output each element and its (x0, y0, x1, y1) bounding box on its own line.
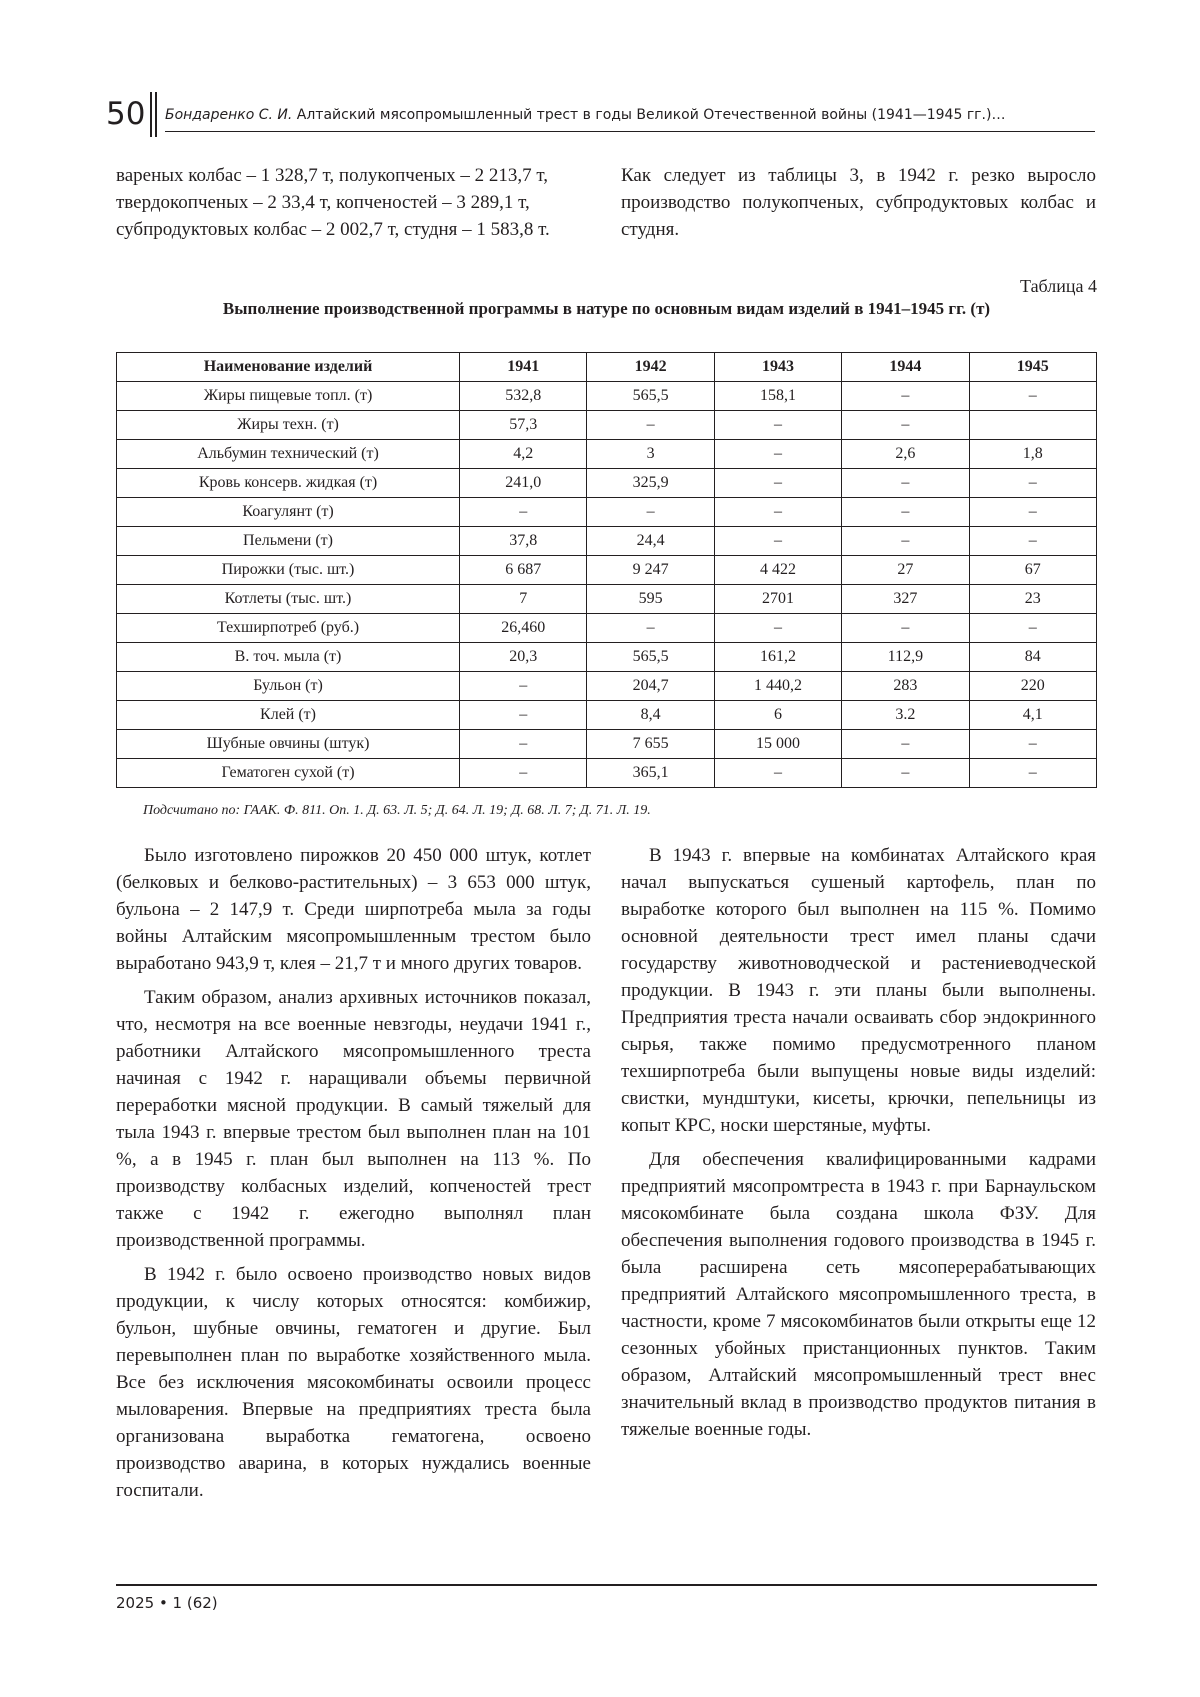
production-table (116, 352, 1097, 788)
value-cell-1943: – (714, 411, 841, 440)
table-row (117, 411, 1097, 440)
value-cell-1945: – (969, 382, 1096, 411)
value-cell-1941: 532,8 (460, 382, 587, 411)
table-header-row (117, 353, 1097, 382)
column-header-1942: 1942 (587, 353, 714, 382)
paragraph: Таким образом, анализ архивных источников показал, что, несмотря на все военные невзгоды, неудачи 1941 г., работники Алтайского мясопромышленного треста начиная с 1942 г. наращивали объемы первичной переработки мясной продукции. В самый тяжелый для тыла 1943 г. впервые трестом был выполнен план на 101 %, а в 1945 г. план был выполнен на 113 %. По производству колбасных изделий, копченостей трест также с 1942 г. ежегодно выполнял план производственной программы. (116, 987, 591, 1251)
page-number: 50 (106, 96, 146, 132)
value-cell-1942: 565,5 (587, 643, 714, 672)
value-cell-1944: – (842, 411, 969, 440)
running-header-author: Бондаренко С. И. (165, 107, 293, 123)
paragraph: Для обеспечения квалифицированными кадрами предприятий мясопромтреста в 1943 г. при Барнаульском мясокомбинате была создана школа ФЗУ. Для обеспечения выполнения годового производства в 1945 г. была расширена сеть мясоперерабатывающих предприятий Алтайского мясопромышленного треста, в частности, кроме 7 мясокомбинатов были открыты еще 12 сезонных убойных пристанционных пунктов. Таким образом, Алтайский мясопромышленный трест внес значительный вклад в производство продуктов питания в тяжелые военные годы. (621, 1149, 1096, 1440)
paragraph: В 1943 г. впервые на комбинатах Алтайского края начал выпускаться сушеный картофель, план по выработке которого был выполнен на 115 %. Помимо основной деятельности трест имел планы сдачи государству животноводческой и растениеводческой продукции. В 1943 г. эти планы были выполнены. Предприятия треста начали осваивать сбор эндокринного сырья, также помимо предусмотренного планом техширпотреба были выпущены новые виды изделий: свистки, мундштуки, кисеты, крючки, пепельницы из копыт КРС, носки шерстяные, муфты. (621, 845, 1096, 1136)
value-cell-1944: – (842, 730, 969, 759)
value-cell-1941: 6 687 (460, 556, 587, 585)
value-cell-1943: 2701 (714, 585, 841, 614)
header-rule (165, 131, 1095, 132)
running-header-title: Алтайский мясопромышленный трест в годы Великой Отечественной войны (1941—1945 гг.)… (296, 107, 1006, 123)
value-cell-1943: – (714, 614, 841, 643)
value-cell-1941: – (460, 759, 587, 788)
running-header (165, 103, 1095, 127)
value-cell-1944: – (842, 527, 969, 556)
value-cell-1945: – (969, 614, 1096, 643)
value-cell-1943: 15 000 (714, 730, 841, 759)
value-cell-1941: – (460, 701, 587, 730)
value-cell-1942: 8,4 (587, 701, 714, 730)
text-line: субпродуктовых колбас – 2 002,7 т, студня – 1 583,8 т. (116, 219, 550, 240)
value-cell-1943: 4 422 (714, 556, 841, 585)
table-row (117, 672, 1097, 701)
issue-number: 2025 • 1 (62) (116, 1594, 218, 1612)
value-cell-1944: 3.2 (842, 701, 969, 730)
product-name-cell: Коагулянт (т) (117, 498, 460, 527)
product-name-cell: Пирожки (тыс. шт.) (117, 556, 460, 585)
value-cell-1942: 565,5 (587, 382, 714, 411)
product-name-cell: Альбумин технический (т) (117, 440, 460, 469)
product-name-cell: Шубные овчины (штук) (117, 730, 460, 759)
top-left-column (116, 162, 591, 243)
value-cell-1942: – (587, 498, 714, 527)
value-cell-1942: 7 655 (587, 730, 714, 759)
value-cell-1945: 1,8 (969, 440, 1096, 469)
column-header-1945: 1945 (969, 353, 1096, 382)
table-row (117, 643, 1097, 672)
header-double-bar-left (150, 92, 152, 137)
value-cell-1941: – (460, 672, 587, 701)
text-line: вареных колбас – 1 328,7 т, полукопченых – 2 213,7 т, (116, 165, 549, 186)
value-cell-1945: 67 (969, 556, 1096, 585)
value-cell-1941: 4,2 (460, 440, 587, 469)
product-name-cell: Жиры пищевые топл. (т) (117, 382, 460, 411)
value-cell-1941: 7 (460, 585, 587, 614)
value-cell-1945: 84 (969, 643, 1096, 672)
value-cell-1943: – (714, 759, 841, 788)
value-cell-1942: 365,1 (587, 759, 714, 788)
right-column (621, 842, 1096, 1443)
table-body (117, 382, 1097, 788)
product-name-cell: Пельмени (т) (117, 527, 460, 556)
value-cell-1941: 20,3 (460, 643, 587, 672)
value-cell-1944: 112,9 (842, 643, 969, 672)
product-name-cell: Гематоген сухой (т) (117, 759, 460, 788)
value-cell-1941: 37,8 (460, 527, 587, 556)
value-cell-1941: 26,460 (460, 614, 587, 643)
table-row (117, 614, 1097, 643)
table-row (117, 527, 1097, 556)
table-row (117, 556, 1097, 585)
table-row (117, 759, 1097, 788)
value-cell-1945: – (969, 469, 1096, 498)
table-row (117, 585, 1097, 614)
product-name-cell: Клей (т) (117, 701, 460, 730)
value-cell-1945: 220 (969, 672, 1096, 701)
value-cell-1943: – (714, 440, 841, 469)
header-double-bar-right (155, 92, 157, 137)
value-cell-1941: – (460, 730, 587, 759)
value-cell-1941: 57,3 (460, 411, 587, 440)
value-cell-1944: – (842, 614, 969, 643)
column-header-1941: 1941 (460, 353, 587, 382)
value-cell-1942: 325,9 (587, 469, 714, 498)
value-cell-1941: 241,0 (460, 469, 587, 498)
value-cell-1944: – (842, 469, 969, 498)
value-cell-1944: 327 (842, 585, 969, 614)
top-right-column (621, 162, 1096, 243)
value-cell-1945: – (969, 498, 1096, 527)
value-cell-1943: 161,2 (714, 643, 841, 672)
paragraph: В 1942 г. было освоено производство новых видов продукции, к числу которых относятся: комбижир, бульон, шубные овчины, гематоген и другие. Был перевыполнен план по выработке хозяйственного мыла. Все без исключения мясокомбинаты освоили процесс мыловарения. Впервые на предприятиях треста была организована выработка гематогена, освоено производство аварина, в которых нуждались военные госпитали. (116, 1264, 591, 1501)
value-cell-1942: 595 (587, 585, 714, 614)
paragraph: Как следует из таблицы 3, в 1942 г. резко выросло производство полукопченых, субпродуктовых колбас и студня. (621, 165, 1096, 240)
product-name-cell: Бульон (т) (117, 672, 460, 701)
value-cell-1943: – (714, 469, 841, 498)
value-cell-1943: – (714, 498, 841, 527)
column-header-product: Наименование изделий (117, 353, 460, 382)
footer-rule (116, 1584, 1097, 1586)
product-name-cell: Кровь консерв. жидкая (т) (117, 469, 460, 498)
table-source-note: Подсчитано по: ГААК. Ф. 811. Оп. 1. Д. 63. Л. 5; Д. 64. Л. 19; Д. 68. Л. 7; Д. 71. Л. 19. (143, 803, 651, 818)
table-title: Выполнение производственной программы в натуре по основным видам изделий в 1941–1945 гг. (т) (222, 299, 991, 318)
table-row (117, 469, 1097, 498)
table-row (117, 730, 1097, 759)
value-cell-1943: 158,1 (714, 382, 841, 411)
table-row (117, 701, 1097, 730)
value-cell-1942: 204,7 (587, 672, 714, 701)
value-cell-1943: 1 440,2 (714, 672, 841, 701)
value-cell-1944: – (842, 759, 969, 788)
product-name-cell: В. точ. мыла (т) (117, 643, 460, 672)
column-header-1944: 1944 (842, 353, 969, 382)
paragraph: Было изготовлено пирожков 20 450 000 штук, котлет (белковых и белково-растительных) – 3 653 000 штук, бульона – 2 147,9 т. Среди ширпотреба мыла за годы войны Алтайским мясопромышленным трестом было выработано 943,9 т, клея – 21,7 т и много других товаров. (116, 845, 591, 974)
product-name-cell: Техширпотреб (руб.) (117, 614, 460, 643)
table-row (117, 440, 1097, 469)
value-cell-1945: 4,1 (969, 701, 1096, 730)
value-cell-1944: – (842, 382, 969, 411)
value-cell-1942: 9 247 (587, 556, 714, 585)
value-cell-1944: 27 (842, 556, 969, 585)
value-cell-1945: – (969, 759, 1096, 788)
value-cell-1942: 24,4 (587, 527, 714, 556)
value-cell-1944: 2,6 (842, 440, 969, 469)
product-name-cell: Жиры техн. (т) (117, 411, 460, 440)
table-row (117, 382, 1097, 411)
value-cell-1942: – (587, 411, 714, 440)
value-cell-1944: 283 (842, 672, 969, 701)
value-cell-1942: 3 (587, 440, 714, 469)
value-cell-1945: – (969, 527, 1096, 556)
value-cell-1942: – (587, 614, 714, 643)
text-line: твердокопченых – 2 33,4 т, копченостей – 3 289,1 т, (116, 192, 530, 213)
left-column (116, 842, 591, 1504)
table-row (117, 498, 1097, 527)
value-cell-1945: – (969, 730, 1096, 759)
value-cell-1943: – (714, 527, 841, 556)
value-cell-1944: – (842, 498, 969, 527)
value-cell-1943: 6 (714, 701, 841, 730)
value-cell-1945: 23 (969, 585, 1096, 614)
column-header-1943: 1943 (714, 353, 841, 382)
value-cell-1941: – (460, 498, 587, 527)
product-name-cell: Котлеты (тыс. шт.) (117, 585, 460, 614)
table-label: Таблица 4 (1020, 276, 1097, 296)
value-cell-1945 (969, 411, 1096, 440)
table-header (117, 353, 1097, 382)
